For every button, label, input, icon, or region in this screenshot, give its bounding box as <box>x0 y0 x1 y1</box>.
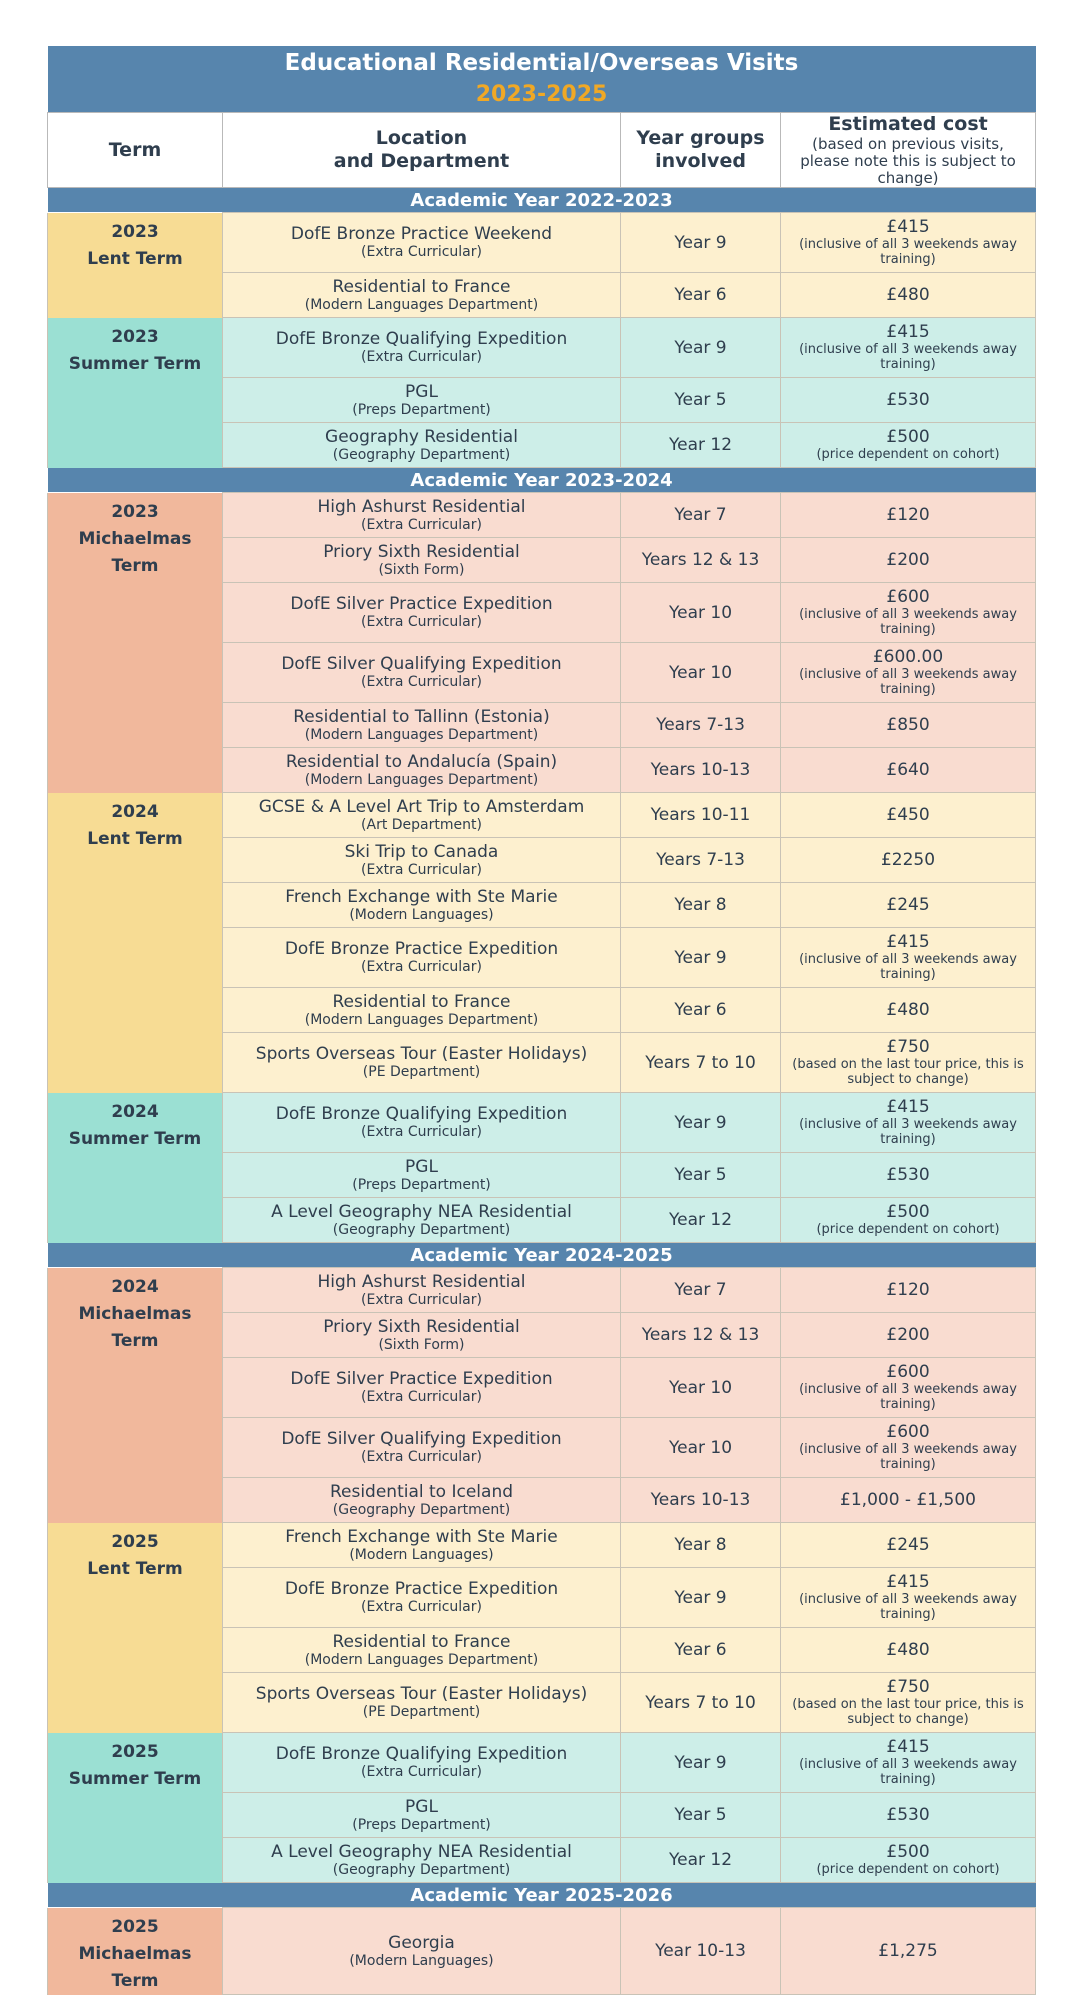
term-cell <box>48 213 223 318</box>
year-groups-column-header <box>621 113 781 188</box>
cost-note: (inclusive of all 3 weekends away training) <box>799 1757 1017 1787</box>
location-name: A Level Geography NEA Residential <box>271 1201 572 1222</box>
year-groups-cell: Year 10 <box>621 583 781 643</box>
term-cell <box>48 793 223 1093</box>
table-row <box>48 213 1036 273</box>
department-name: (PE Department) <box>362 1064 481 1080</box>
cost-cell <box>781 1153 1036 1198</box>
year-groups-cell: Year 6 <box>621 273 781 318</box>
year-groups-cell: Year 7 <box>621 493 781 538</box>
cost-cell <box>781 1268 1036 1313</box>
location-name: A Level Geography NEA Residential <box>271 1841 572 1862</box>
location-name: Sports Overseas Tour (Easter Holidays) <box>255 1044 588 1064</box>
location-name: Residential to France <box>332 1631 511 1652</box>
term-cell <box>48 1733 223 1883</box>
location-cell <box>223 838 621 883</box>
cost-cell <box>781 1908 1036 1995</box>
location-cell <box>223 1033 621 1093</box>
table-row <box>48 493 1036 538</box>
location-name: DofE Bronze Practice Expedition <box>284 1579 559 1599</box>
academic-year-label: Academic Year 2024-2025 <box>48 1243 1036 1268</box>
term-name: Lent Term <box>87 1558 183 1579</box>
location-cell <box>223 1628 621 1673</box>
cost-value: £480 <box>886 284 930 305</box>
cost-value: £600.00 <box>872 647 944 667</box>
location-cell <box>223 378 621 423</box>
year-groups-header-line1: Year groups <box>636 127 765 149</box>
department-name: (Extra Curricular) <box>361 516 482 533</box>
cost-value: £530 <box>886 1804 930 1825</box>
cost-cell <box>781 378 1036 423</box>
cost-note: (inclusive of all 3 weekends away training) <box>799 237 1017 267</box>
academic-year-row <box>48 1883 1036 1908</box>
cost-cell <box>781 538 1036 583</box>
year-groups-cell: Year 10-13 <box>621 1908 781 1995</box>
department-name: (Extra Curricular) <box>361 1124 482 1140</box>
academic-year-label: Academic Year 2022-2023 <box>48 188 1036 213</box>
cost-value: £2250 <box>880 849 936 870</box>
department-name: (Extra Curricular) <box>361 1449 482 1465</box>
cost-cell <box>781 423 1036 468</box>
cost-value: £450 <box>886 804 930 825</box>
cost-note: (inclusive of all 3 weekends away training) <box>799 1117 1017 1147</box>
term-name: Lent Term <box>87 828 183 849</box>
year-groups-cell: Year 10 <box>621 1418 781 1478</box>
term-cell <box>48 1523 223 1733</box>
cost-note: (based on the last tour price, this is subject to change) <box>792 1057 1024 1087</box>
year-groups-cell: Year 5 <box>621 1153 781 1198</box>
cost-value: £500 <box>886 427 930 447</box>
department-name: (PE Department) <box>362 1704 481 1720</box>
location-cell <box>223 1838 621 1883</box>
location-name: Ski Trip to Canada <box>344 841 499 862</box>
department-name: (Preps Department) <box>352 1816 491 1833</box>
cost-cell <box>781 1418 1036 1478</box>
cost-cell <box>781 703 1036 748</box>
location-cell <box>223 1673 621 1733</box>
term-cell <box>48 1093 223 1243</box>
cost-cell <box>781 1628 1036 1673</box>
cost-note: (price dependent on cohort) <box>816 1222 1000 1237</box>
cost-cell <box>781 1733 1036 1793</box>
cost-value: £750 <box>886 1037 930 1057</box>
location-cell <box>223 1198 621 1243</box>
cost-cell <box>781 273 1036 318</box>
cost-value: £415 <box>886 217 930 237</box>
cost-cell <box>781 1358 1036 1418</box>
cost-value: £750 <box>886 1677 930 1697</box>
cost-value: £600 <box>886 587 930 607</box>
table-row <box>48 1523 1036 1568</box>
location-cell <box>223 703 621 748</box>
year-groups-cell: Year 6 <box>621 988 781 1033</box>
cost-cell <box>781 1478 1036 1523</box>
location-cell <box>223 318 621 378</box>
department-name: (Extra Curricular) <box>361 959 482 975</box>
year-groups-cell: Year 12 <box>621 1198 781 1243</box>
term-year: 2024 <box>111 801 159 822</box>
department-name: (Extra Curricular) <box>361 1599 482 1615</box>
location-name: GCSE & A Level Art Trip to Amsterdam <box>258 796 585 817</box>
cost-value: £415 <box>886 1737 930 1757</box>
department-name: (Modern Languages Department) <box>304 1011 539 1028</box>
location-name: DofE Silver Qualifying Expedition <box>281 654 562 674</box>
column-header-row <box>48 113 1036 188</box>
location-name: DofE Bronze Qualifying Expedition <box>275 1104 568 1124</box>
cost-value: £415 <box>886 322 930 342</box>
location-cell <box>223 793 621 838</box>
cost-cell <box>781 1838 1036 1883</box>
cost-value: £1,000 - £1,500 <box>840 1489 976 1510</box>
year-groups-cell: Year 10 <box>621 643 781 703</box>
cost-note: (inclusive of all 3 weekends away training) <box>799 1442 1017 1472</box>
year-groups-cell: Year 12 <box>621 1838 781 1883</box>
cost-note: (inclusive of all 3 weekends away training) <box>799 1382 1017 1412</box>
cost-note: (inclusive of all 3 weekends away training) <box>799 952 1017 982</box>
location-cell <box>223 1523 621 1568</box>
term-name: Michaelmas Term <box>78 1303 192 1351</box>
term-year: 2023 <box>111 501 159 522</box>
cost-value: £120 <box>886 1279 930 1300</box>
location-cell <box>223 1793 621 1838</box>
term-year: 2023 <box>111 326 159 347</box>
visits-table <box>47 46 1036 1995</box>
year-groups-cell: Years 10-11 <box>621 793 781 838</box>
year-groups-cell: Year 5 <box>621 378 781 423</box>
cost-cell <box>781 1313 1036 1358</box>
location-name: PGL <box>405 1156 438 1177</box>
department-name: (Geography Department) <box>332 1221 511 1238</box>
location-cell <box>223 1093 621 1153</box>
location-cell <box>223 1153 621 1198</box>
department-name: (Modern Languages Department) <box>304 771 539 788</box>
cost-value: £120 <box>886 504 930 525</box>
year-groups-cell: Year 9 <box>621 318 781 378</box>
cost-cell <box>781 643 1036 703</box>
department-name: (Geography Department) <box>332 446 511 463</box>
visits-document <box>47 46 1035 1995</box>
cost-value: £480 <box>886 999 930 1020</box>
term-name: Lent Term <box>87 248 183 269</box>
location-cell <box>223 1478 621 1523</box>
year-groups-cell: Years 12 & 13 <box>621 1313 781 1358</box>
term-year: 2024 <box>111 1101 159 1122</box>
location-name: DofE Silver Practice Expedition <box>290 594 553 614</box>
cost-header-note: (based on previous visits, please note this is subject to change) <box>800 135 1016 187</box>
cost-cell <box>781 1033 1036 1093</box>
cost-value: £640 <box>886 759 930 780</box>
location-name: High Ashurst Residential <box>317 496 526 517</box>
department-name: (Modern Languages) <box>349 1546 494 1563</box>
academic-year-row <box>48 188 1036 213</box>
cost-cell <box>781 213 1036 273</box>
cost-cell <box>781 1568 1036 1628</box>
year-groups-cell: Year 9 <box>621 1568 781 1628</box>
cost-header-label: Estimated cost <box>828 113 988 135</box>
location-name: Priory Sixth Residential <box>323 541 520 562</box>
term-header-label: Term <box>108 138 162 161</box>
location-name: PGL <box>405 381 438 402</box>
location-name: French Exchange with Ste Marie <box>285 886 558 907</box>
cost-cell <box>781 748 1036 793</box>
year-groups-header-line2: involved <box>655 150 746 172</box>
term-year: 2025 <box>111 1531 159 1552</box>
location-cell <box>223 423 621 468</box>
department-name: (Extra Curricular) <box>361 614 482 630</box>
cost-note: (inclusive of all 3 weekends away training) <box>799 342 1017 372</box>
term-cell <box>48 318 223 468</box>
department-name: (Extra Curricular) <box>361 1291 482 1308</box>
location-cell <box>223 643 621 703</box>
department-name: (Art Department) <box>361 816 482 833</box>
location-cell <box>223 1733 621 1793</box>
location-name: PGL <box>405 1796 438 1817</box>
cost-note: (inclusive of all 3 weekends away training) <box>799 1592 1017 1622</box>
term-cell <box>48 493 223 793</box>
location-header-line1: Location <box>375 127 468 149</box>
department-name: (Extra Curricular) <box>361 674 482 690</box>
year-groups-cell: Year 8 <box>621 883 781 928</box>
location-cell <box>223 1568 621 1628</box>
cost-cell <box>781 1673 1036 1733</box>
location-name: Geography Residential <box>325 426 518 447</box>
cost-value: £500 <box>886 1842 930 1862</box>
year-groups-cell: Year 8 <box>621 1523 781 1568</box>
location-name: Residential to Tallinn (Estonia) <box>293 706 550 727</box>
location-cell <box>223 538 621 583</box>
cost-cell <box>781 928 1036 988</box>
cost-value: £500 <box>886 1202 930 1222</box>
cost-cell <box>781 988 1036 1033</box>
location-cell <box>223 493 621 538</box>
department-name: (Extra Curricular) <box>361 1389 482 1405</box>
term-column-header <box>48 113 223 188</box>
location-cell <box>223 1418 621 1478</box>
table-row <box>48 1908 1036 1995</box>
cost-value: £245 <box>886 894 930 915</box>
cost-value: £530 <box>886 1164 930 1185</box>
location-name: Residential to France <box>332 276 511 297</box>
year-groups-cell: Year 10 <box>621 1358 781 1418</box>
cost-value: £200 <box>886 549 930 570</box>
department-name: (Modern Languages) <box>349 1952 494 1969</box>
academic-year-row <box>48 1243 1036 1268</box>
department-name: (Modern Languages Department) <box>304 1651 539 1668</box>
term-name: Michaelmas Term <box>78 1943 192 1991</box>
location-cell <box>223 273 621 318</box>
location-cell <box>223 1313 621 1358</box>
term-cell <box>48 1268 223 1523</box>
location-name: Sports Overseas Tour (Easter Holidays) <box>255 1684 588 1704</box>
location-cell <box>223 988 621 1033</box>
table-row <box>48 1268 1036 1313</box>
department-name: (Geography Department) <box>332 1501 511 1518</box>
cost-value: £415 <box>886 932 930 952</box>
title-banner <box>48 46 1036 113</box>
location-cell <box>223 1358 621 1418</box>
cost-value: £600 <box>886 1362 930 1382</box>
cost-note: (based on the last tour price, this is subject to change) <box>792 1697 1024 1727</box>
location-name: Residential to France <box>332 991 511 1012</box>
cost-value: £480 <box>886 1639 930 1660</box>
cost-cell <box>781 793 1036 838</box>
academic-year-label: Academic Year 2025-2026 <box>48 1883 1036 1908</box>
year-groups-cell: Year 9 <box>621 213 781 273</box>
cost-cell <box>781 883 1036 928</box>
year-groups-cell: Year 9 <box>621 1733 781 1793</box>
cost-cell <box>781 318 1036 378</box>
location-name: Residential to Andalucía (Spain) <box>285 751 558 772</box>
cost-value: £415 <box>886 1572 930 1592</box>
cost-cell <box>781 1198 1036 1243</box>
department-name: (Sixth Form) <box>378 561 465 578</box>
cost-value: £850 <box>886 714 930 735</box>
term-year: 2023 <box>111 221 159 242</box>
term-year: 2024 <box>111 1276 159 1297</box>
location-name: DofE Silver Qualifying Expedition <box>281 1429 562 1449</box>
academic-year-label: Academic Year 2023-2024 <box>48 468 1036 493</box>
location-name: Residential to Iceland <box>329 1481 514 1502</box>
location-name: DofE Bronze Qualifying Expedition <box>275 329 568 349</box>
academic-year-row <box>48 468 1036 493</box>
year-groups-cell: Year 12 <box>621 423 781 468</box>
cost-column-header <box>781 113 1036 188</box>
department-name: (Extra Curricular) <box>361 1764 482 1780</box>
cost-cell <box>781 1793 1036 1838</box>
year-groups-cell: Years 7-13 <box>621 838 781 883</box>
location-cell <box>223 1908 621 1995</box>
location-cell <box>223 928 621 988</box>
location-cell <box>223 583 621 643</box>
year-groups-cell: Years 12 & 13 <box>621 538 781 583</box>
term-name: Summer Term <box>68 353 202 374</box>
cost-cell <box>781 583 1036 643</box>
department-name: (Geography Department) <box>332 1861 511 1878</box>
table-row <box>48 1733 1036 1793</box>
term-cell <box>48 1908 223 1995</box>
location-name: French Exchange with Ste Marie <box>285 1526 558 1547</box>
year-groups-cell: Years 7 to 10 <box>621 1033 781 1093</box>
department-name: (Preps Department) <box>352 1176 491 1193</box>
location-name: DofE Bronze Practice Expedition <box>284 939 559 959</box>
department-name: (Preps Department) <box>352 401 491 418</box>
term-name: Summer Term <box>68 1768 202 1789</box>
year-groups-cell: Year 7 <box>621 1268 781 1313</box>
department-name: (Extra Curricular) <box>361 244 482 260</box>
year-groups-cell: Year 6 <box>621 1628 781 1673</box>
cost-value: £245 <box>886 1534 930 1555</box>
department-name: (Extra Curricular) <box>361 349 482 365</box>
cost-note: (inclusive of all 3 weekends away training) <box>799 667 1017 697</box>
location-cell <box>223 748 621 793</box>
year-groups-cell: Years 7 to 10 <box>621 1673 781 1733</box>
document-subtitle: 2023-2025 <box>475 82 608 107</box>
location-name: DofE Silver Practice Expedition <box>290 1369 553 1389</box>
department-name: (Sixth Form) <box>378 1336 465 1353</box>
cost-note: (price dependent on cohort) <box>816 447 1000 462</box>
term-name: Michaelmas Term <box>78 528 192 576</box>
year-groups-cell: Years 10-13 <box>621 748 781 793</box>
table-row <box>48 1093 1036 1153</box>
year-groups-cell: Years 10-13 <box>621 1478 781 1523</box>
department-name: (Modern Languages Department) <box>304 726 539 743</box>
document-title: Educational Residential/Overseas Visits <box>284 50 799 76</box>
year-groups-cell: Year 9 <box>621 1093 781 1153</box>
visits-table-body <box>48 188 1036 1995</box>
year-groups-cell: Year 5 <box>621 1793 781 1838</box>
title-row <box>48 46 1036 113</box>
cost-cell <box>781 493 1036 538</box>
department-name: (Modern Languages Department) <box>304 296 539 313</box>
cost-value: £600 <box>886 1422 930 1442</box>
cost-value: £530 <box>886 389 930 410</box>
cost-value: £200 <box>886 1324 930 1345</box>
location-name: Georgia <box>388 1932 455 1953</box>
term-name: Summer Term <box>68 1128 202 1149</box>
location-name: DofE Bronze Qualifying Expedition <box>275 1744 568 1764</box>
location-cell <box>223 1268 621 1313</box>
table-row <box>48 318 1036 378</box>
term-year: 2025 <box>111 1741 159 1762</box>
cost-note: (price dependent on cohort) <box>816 1862 1000 1877</box>
cost-cell <box>781 838 1036 883</box>
department-name: (Modern Languages) <box>349 906 494 923</box>
location-column-header <box>223 113 621 188</box>
cost-value: £415 <box>886 1097 930 1117</box>
table-row <box>48 793 1036 838</box>
cost-cell <box>781 1523 1036 1568</box>
term-year: 2025 <box>111 1916 159 1937</box>
location-header-line2: and Department <box>333 150 510 172</box>
location-name: Priory Sixth Residential <box>323 1316 520 1337</box>
year-groups-cell: Year 9 <box>621 928 781 988</box>
cost-cell <box>781 1093 1036 1153</box>
department-name: (Extra Curricular) <box>361 861 482 878</box>
location-cell <box>223 213 621 273</box>
cost-value: £1,275 <box>878 1940 938 1961</box>
location-name: High Ashurst Residential <box>317 1271 526 1292</box>
cost-note: (inclusive of all 3 weekends away training) <box>799 607 1017 637</box>
year-groups-cell: Years 7-13 <box>621 703 781 748</box>
location-cell <box>223 883 621 928</box>
location-name: DofE Bronze Practice Weekend <box>290 224 553 244</box>
